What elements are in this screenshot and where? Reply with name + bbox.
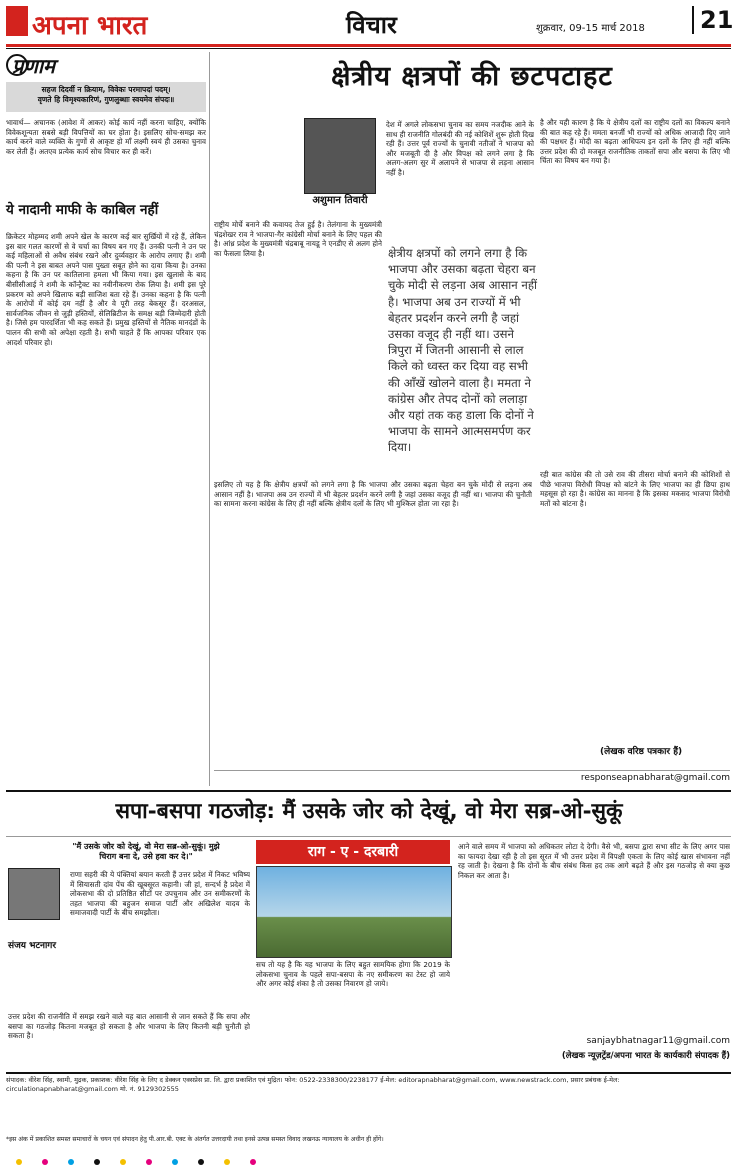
main-article-col1: राष्ट्रीय मोर्चे बनाने की कवायद तेज हुई है। तेलंगाना के मुख्यमंत्री चंद्रशेखर राव ने भाजपा-गैर कांग्रेसी मोर्चा बनाने के लिए पहल की है। आंध्र प्रदेश के मुख्यमंत्री चंद्रबाबू नायडू ने एनडीए से अलग होने का फैसला लिया है। (214, 220, 382, 258)
second-headline: सपा-बसपा गठजोड़: मैं उसके जोर को देखूं, वो मेरा सब्र-ओ-सुकूं (115, 799, 623, 824)
rally-photo (256, 866, 452, 958)
second-article-col4: आने वाले समय में भाजपा को अधिकतर लोटा दे देगी। वैसे भी, बसपा द्वारा सभा सीट के लिए अगर पास का फायदा देखा रही है तो इस सूरत में भी उत्तर प्रदेश में विपक्षी एकता के लिए कोई खास संभावना नहीं रह जाती है। देखना है कि दोनों के बीच संबंध किस हद तक आगे बढ़ते हैं और इस गठजोड़ से क्या कुछ निकल कर आता है। (458, 842, 730, 880)
registration-dot (68, 1159, 74, 1165)
main-article-col3: इसलिए तो यह है कि क्षेत्रीय क्षत्रपों को लगने लगा है कि भाजपा और उसका बढ़ता चेहरा बन चुके मोदी से लड़ना अब आसान नहीं है। भाजपा अब उन राज्यों में भी बेहतर प्रदर्शन करने लगी है जहां उसका वजूद ही नहीं था। भाजपा की चुनौती का सामना करना कांग्रेस के लिए ही नहीं बल्कि क्षेत्रीय दलों के लिए भी मुश्किल होता जा रहा है। (214, 480, 532, 509)
legal-footnote: *इस अंक में प्रकाशित समस्त समाचारों के चयन एवं संपादन हेतु पी.आर.बी. एक्ट के अंतर्गत उत्तरदायी तथा इनसे उत्पन्न समस्त विवाद लखनऊ न्यायालय के अधीन ही होंगे। (6, 1136, 384, 1143)
quote-line-2: वृणते हि विमृश्यकारिणं, गुणलुब्धाः स्वयमेव संपदः॥ (37, 95, 175, 104)
raag-darbari-box-title: राग - ए - दरबारी (256, 840, 450, 864)
left-article-headline: ये नादानी माफी के काबिल नहीं (6, 202, 159, 218)
imprint-footer: संपादक: वीरेश सिंह, स्वामी, मुद्रक, प्रकाशक: वीरेश सिंह के लिए द डेक्कन एक्सप्रेस प्रा. लि. द्वारा प्रकाशित एवं मुद्रित। फोन: 0522-2338300/2238177 ई-मेल: editorapnabharat@gmail.com, www.newstrack.com, प्रसार प्रबंधक ई-मेल: circulationapnabharat@gmail.com मो. नं. 9129302555 (6, 1072, 731, 1136)
masthead-red-rule (6, 44, 731, 47)
quote-line-1: सहज दिदर्वी न क्रियाम, विवेकः परमापदां पदम्। (41, 85, 171, 94)
registration-dot (250, 1159, 256, 1165)
author-photo (304, 118, 376, 194)
second-article-email: sanjaybhatnagar11@gmail.com (586, 1036, 730, 1046)
main-article-col4: है और यही कारण है कि ये क्षेत्रीय दलों का राष्ट्रीय दलों का विकल्प बनाने की बात कह रहे हैं। ममता बनर्जी भी राज्यों को अधिक आजादी दिए जाने की पक्षधर हैं। मोदी का बढ़ता आधिपत्य इन दलों के लिए ही नहीं बल्कि उत्तर प्रदेश की दो मजबूत राजनीतिक ताकतों सपा और बसपा के लिए भी चिंता का विषय बन गया है। (540, 118, 730, 166)
author-photo-2 (8, 868, 60, 920)
pranam-meaning: भावार्थ— अचानक (आवेश में आकर) कोई कार्य नहीं करना चाहिए, क्योंकि विवेकशून्यता सबसे बड़ी विपत्तियों का घर होता है। इसलिए सोच-समझ कर कार्य करने वाले व्यक्ति के गुणों से आकृष्ट हो माँ लक्ष्मी स्वयं ही उसका चुनाव कर लेती हैं। अतएव प्रत्येक कार्य सोच विचार कर ही करें। (6, 118, 206, 156)
masthead (6, 6, 734, 44)
second-headline-rule (6, 836, 731, 837)
second-article-col1: राणा सहरी की ये पंक्तियां बयान करती हैं उत्तर प्रदेश में निकट भविष्य में सियासती दांव पेंच की खूबसूरत कहानी। जी हां, सन्दर्भ है प्रदेश में लोकसभा की दो प्रतिष्ठित सीटों पर उपचुनाव और उन समीकरणों के तहत भाजपा की बहुजन समाज पार्टी और अखिलेश यादव के समाजवादी पार्टी के बीच समझौता। (70, 870, 250, 918)
registration-dots (6, 1150, 731, 1158)
second-article-col2: उत्तर प्रदेश की राजनीति में समझ रखने वाले यह बात आसानी से जान सकते हैं कि सपा और बसपा का गठजोड़ कितना मजबूत हो सकता है और भाजपा के लिए कितनी बड़ी चुनौती हो सकता है। (8, 1012, 250, 1041)
registration-dot (172, 1159, 178, 1165)
registration-dot (94, 1159, 100, 1165)
pranam-sanskrit-quote (6, 82, 206, 112)
brand-logo-mark (6, 6, 28, 36)
registration-dot (120, 1159, 126, 1165)
main-article-signoff: (लेखक वरिष्ठ पत्रकार हैं) (600, 747, 683, 757)
registration-dot (198, 1159, 204, 1165)
main-headline: क्षेत्रीय क्षत्रपों की छटपटाहट (331, 61, 613, 92)
left-article-body: क्रिकेटर मोहम्मद शमी अपने खेल के कारण कई बार सुर्खियों में रहे हैं, लेकिन इस बार गलत कारणों से वे चर्चा का विषय बन गए हैं। उनकी पत्नी ने उन पर कई महिलाओं से अवैध संबंध रखने और दुर्व्यवहार के आरोप लगाए हैं। शमी की पत्नी ने इस बाबत अपने पास पुख्ता सबूत होने का दावा किया है। उनका कहना है कि उन पर कातिलाना हमला भी किया गया। इस खुलासे के बाद बीसीसीआई ने शमी के कॉन्ट्रैक्ट का नवीनीकरण रोक लिया है। शमी इस पूरे प्रकरण को अपने खिलाफ बड़ी साजिश बता रहे हैं। उनका कहना है कि पत्नी के आरोपों में कोई दम नहीं है और वे पूरी तरह बेकसूर हैं। दरअसल, सार्वजनिक जीवन से जुड़ी हस्तियों, सेलिब्रिटीज के समक्ष बड़ी जिम्मेदारी होती है। जिसे हम पारदर्शिता भी कह सकते हैं। प्रमुख हस्तियों से नैतिक मानदंडों के पालन की सभी को अपेक्षा रहती है। सभी चाहते हैं कि आपका परिवार एक आदर्श परिवार हो। (6, 232, 206, 347)
registration-dot (42, 1159, 48, 1165)
second-article-col3: सच तो यह है कि यह भाजपा के लिए बहुत सामयिक होगा कि 2019 के लोकसभा चुनाव के पहले सपा-बसपा के नए समीकरण का टेस्ट हो जाये और अगर कोई शंका है तो उसका निवारण हो जाये। (256, 960, 450, 989)
registration-dot (16, 1159, 22, 1165)
author-byline-2: संजय भटनागर (8, 941, 57, 951)
page-number: 21 (692, 6, 733, 34)
dateline: शुक्रवार, 09-15 मार्च 2018 (536, 23, 645, 34)
main-article-intro: देश में अगले लोकसभा चुनाव का समय नजदीक आने के साथ ही राजनीति गोलबंदी की नई कोशिशें शुरू होती दिख रही हैं। उत्तर पूर्व राज्यों के चुनावी नतीजों ने भाजपा को और मजबूती दी है और विपक्ष को लगने लगा है कि अलग-अलग सुर में अलापने से भाजपा से लड़ना आसान नहीं है। (386, 120, 534, 177)
pranam-title: प्रणाम (12, 54, 55, 78)
masthead-black-rule (6, 48, 731, 49)
author-byline: अशुमान तिवारी (312, 195, 368, 206)
column-divider (209, 52, 210, 786)
pull-quote: क्षेत्रीय क्षत्रपों को लगने लगा है कि भाजपा और उसका बढ़ता चेहरा बन चुके मोदी से लड़ना अब आसान नहीं है। भाजपा अब उन राज्यों में भी बेहतर प्रदर्शन करने लगी है जहां उसका वजूद ही नहीं था। उसने त्रिपुरा में जितनी आसानी से लाल किले को ध्वस्त कर दिया वह सभी की आँखें खोलने वाला है। ममता ने कांग्रेस और तेपद दोनों को ललाड़ा और यहां तक कह डाला कि दोनों ने भाजपा के सामने आत्मसमर्पण कर दिया। (388, 246, 538, 455)
second-article-signoff: (लेखक न्यूज़ट्रेंड/अपना भारत के कार्यकारी संपादक हैं) (561, 1051, 730, 1061)
main-article-col5: रही बात कांग्रेस की तो उसे राव की तीसरा मोर्चा बनाने की कोशिशों से पीछे भाजपा विरोधी विपक्ष को बांटने के लिए भाजपा का ही छिपा हाथ महसूस हो रहा है। कांग्रेस का मानना है कि इसका मकसद भाजपा विरोधी मतों को बांटना है। (540, 470, 730, 508)
section-divider (6, 790, 731, 792)
second-article-quote: "मैं उसके जोर को देखूं, वो मेरा सब्र-ओ-सुकूं। मुझे चिराग बना दे, उसे हवा कर दे।" (72, 842, 220, 861)
section-title: विचार (346, 11, 397, 39)
brand-title: अपना भारत (32, 11, 148, 41)
pranam-box (6, 52, 206, 192)
response-email: responseapnabharat@gmail.com (214, 770, 730, 783)
registration-dot (224, 1159, 230, 1165)
registration-dot (146, 1159, 152, 1165)
